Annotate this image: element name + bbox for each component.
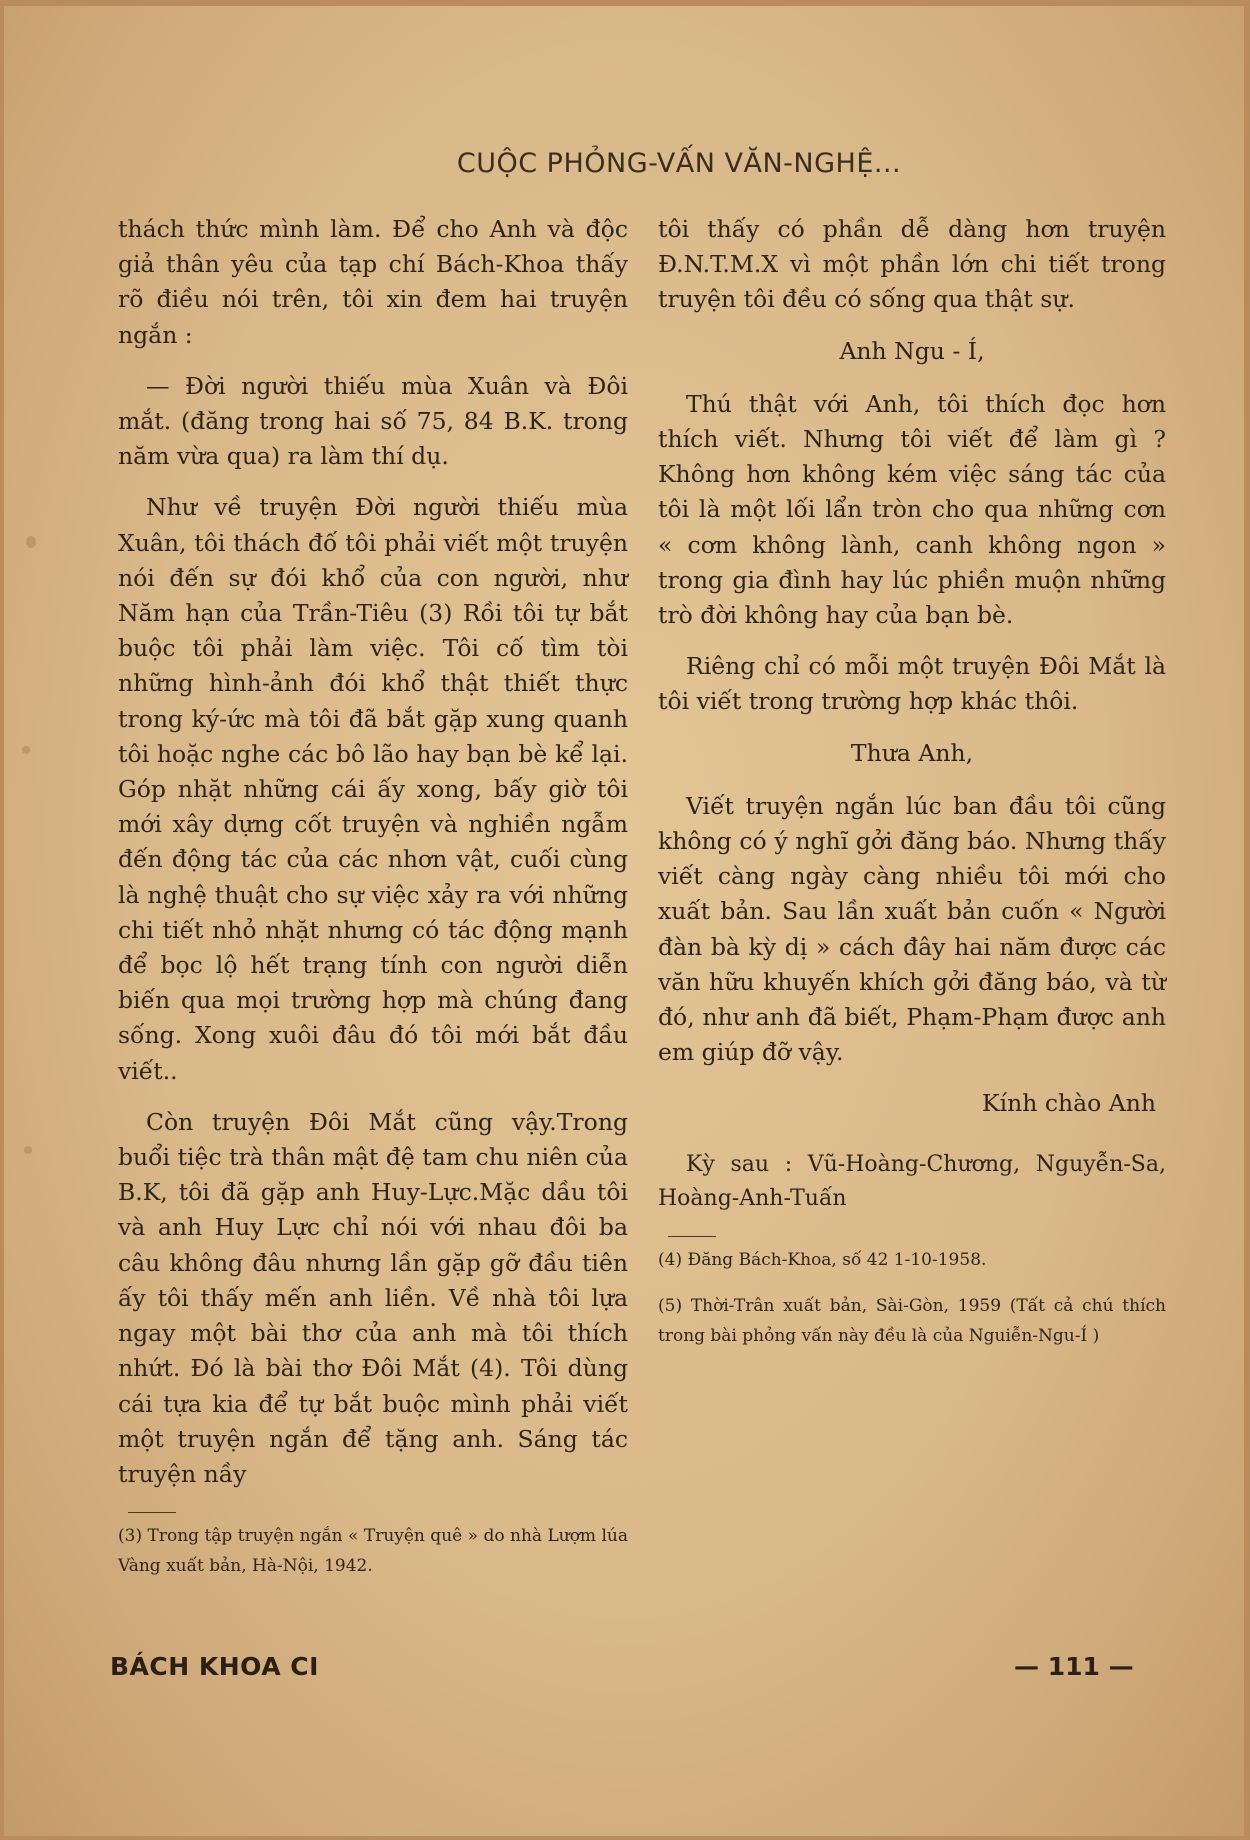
next-issue-note: Kỳ sau : Vũ-Hoàng-Chương, Nguyễn-Sa, Hoàng-Anh-Tuấn (658, 1151, 1166, 1211)
ink-stain (22, 746, 30, 754)
paragraph: tôi thấy có phần dễ dàng hơn truyện Đ.N.T.M.X vì một phần lớn chi tiết trong truyện tôi đều có sống qua thật sự. (658, 215, 1166, 314)
footnote-rule (128, 1512, 176, 1513)
paragraph: Thú thật với Anh, tôi thích đọc hơn thích viết. Nhưng tôi viết để làm gì ? Không hơn không kém việc sáng tác của tôi là một lối lẩn tròn cho qua những cơn « cơm không lành, canh không ngon » trong gia đình hay lúc phiền muộn những trò đời không hay của bạn bè. (658, 389, 1166, 630)
magazine-name: BÁCH KHOA CI (110, 1652, 319, 1681)
footnote-rule (668, 1236, 716, 1237)
salutation: Anh Ngu - Í, (839, 336, 985, 365)
ink-stain (24, 1146, 32, 1154)
paragraph: Như về truyện Đời người thiếu mùa Xuân, tôi thách đố tôi phải viết một truyện nói đến sự đói khổ của con người, như Năm hạn của Trần-Tiêu (3) Rồi tôi tự bắt buộc tôi phải làm việc. Tôi cố tìm tòi những hình-ảnh đói khổ thật thiết thực trong ký-ức mà tôi đã bắt gặp xung quanh tôi hoặc nghe các bô lão hay bạn bè kể lại. Góp nhặt những cái ấy xong, bấy giờ tôi mới xây dựng cốt truyện và nghiền ngẫm đến động tác của các nhơn vật, cuối cùng là nghệ thuật cho sự việc xảy ra với những chi tiết nhỏ nhặt nhưng có tác động mạnh để bọc lộ hết trạng tính con người diễn biến qua mọi trường hợp mà chúng đang sống. Xong xuôi đâu đó tôi mới bắt đầu viết.. (118, 493, 628, 1085)
running-header: CUỘC PHỎNG-VẤN VĂN-NGHỆ... (456, 148, 902, 179)
footnote: (5) Thời-Trân xuất bản, Sài-Gòn, 1959 (Tất cả chú thích trong bài phỏng vấn này đều là của Nguiễn-Ngu-Í ) (658, 1295, 1166, 1346)
page (4, 6, 1244, 1836)
footnote: (3) Trong tập truyện ngắn « Truyện quê » do nhà Lượm lúa Vàng xuất bản, Hà-Nội, 1942. (118, 1526, 628, 1577)
right-column (658, 212, 1166, 1367)
paragraph: Viết truyện ngắn lúc ban đầu tôi cũng không có ý nghĩ gởi đăng báo. Nhưng thấy viết càng ngày càng nhiều tôi mới cho xuất bản. Sau lần xuất bản cuốn « Người đàn bà kỳ dị » cách đây hai năm được các văn hữu khuyến khích gởi đăng báo, và từ đó, như anh đã biết, Phạm-Phạm được anh em giúp đỡ vậy. (658, 791, 1166, 1067)
paragraph: thách thức mình làm. Để cho Anh và độc giả thân yêu của tạp chí Bách-Khoa thấy rõ điều nói trên, tôi xin đem hai truyện ngắn : (118, 215, 628, 349)
closing: Kính chào Anh (982, 1089, 1156, 1118)
page-number: — 111 — (1014, 1652, 1134, 1681)
left-column (118, 212, 628, 1597)
ink-stain (26, 536, 36, 548)
paragraph: — Đời người thiếu mùa Xuân và Đôi mắt. (đăng trong hai số 75, 84 B.K. trong năm vừa qua) ra làm thí dụ. (118, 371, 628, 471)
salutation: Thưa Anh, (850, 738, 974, 767)
footnote: (4) Đăng Bách-Khoa, số 42 1-10-1958. (658, 1249, 987, 1270)
paragraph: Còn truyện Đôi Mắt cũng vậy.Trong buổi tiệc trà thân mật đệ tam chu niên của B.K, tôi đã gặp anh Huy-Lực.Mặc dầu tôi và anh Huy Lực chỉ nói với nhau đôi ba câu không đâu nhưng lần gặp gỡ đầu tiên ấy tôi thấy mến anh liền. Về nhà tôi lựa ngay một bài thơ của anh mà tôi thích nhứt. Đó là bài thơ Đôi Mắt (4). Tôi dùng cái tựa kia để tự bắt buộc mình phải viết một truyện ngắn để tặng anh. Sáng tác truyện nầy (118, 1107, 628, 1488)
paragraph: Riêng chỉ có mỗi một truyện Đôi Mắt là tôi viết trong trường hợp khác thôi. (658, 652, 1166, 716)
